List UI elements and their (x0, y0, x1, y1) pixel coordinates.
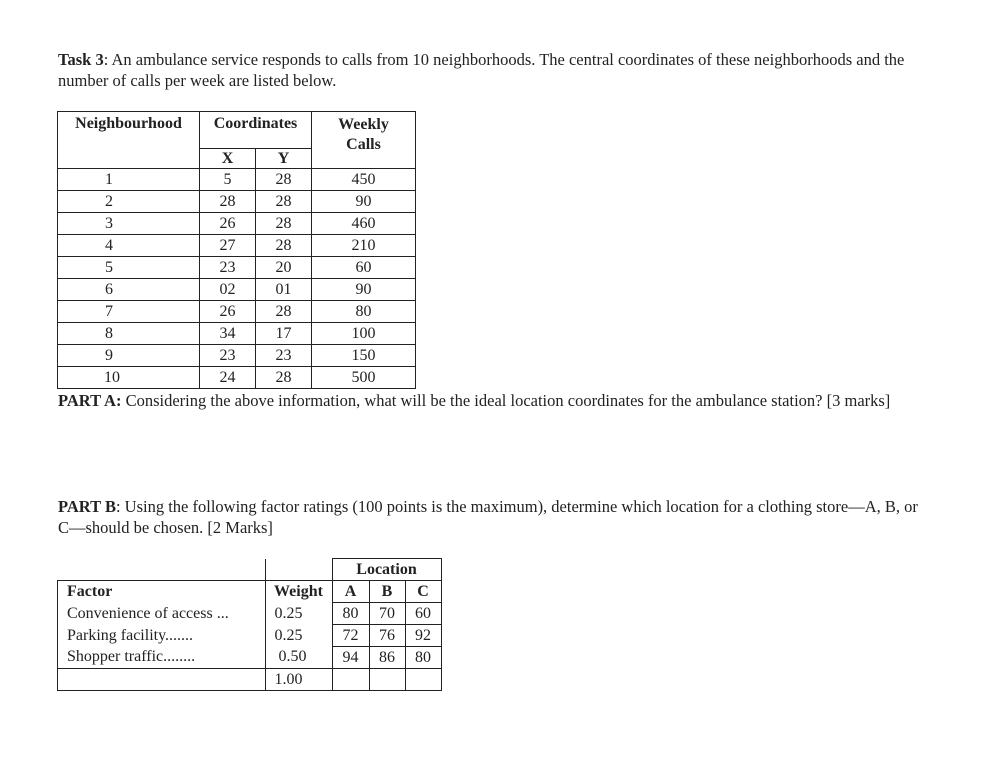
cell-c: 92 (405, 625, 441, 647)
table-row (58, 345, 416, 367)
empty-a-total (332, 669, 369, 691)
cell-x: 34 (200, 323, 256, 345)
cell-neighbourhood: 1 (58, 169, 200, 191)
header-location: Location (332, 559, 441, 581)
cell-x: 26 (200, 213, 256, 235)
header-weekly: Weekly (338, 116, 389, 133)
cell-x: 27 (200, 235, 256, 257)
empty-corner (58, 559, 266, 581)
cell-y: 28 (256, 169, 312, 191)
empty-c-total (405, 669, 441, 691)
header-c: C (405, 581, 441, 603)
table-row (58, 625, 442, 647)
factor-rating-table (57, 558, 442, 691)
table-row (58, 169, 416, 191)
table-row (58, 235, 416, 257)
cell-calls: 90 (312, 279, 416, 301)
cell-y: 28 (256, 235, 312, 257)
task3-label: Task 3 (58, 50, 104, 69)
part-b-label: PART B (58, 497, 116, 516)
cell-calls: 150 (312, 345, 416, 367)
empty-weight-top (265, 559, 332, 581)
task3-paragraph (58, 49, 938, 91)
header-coordinates: Coordinates (200, 112, 312, 149)
table-row (58, 603, 442, 625)
cell-neighbourhood: 8 (58, 323, 200, 345)
cell-y: 20 (256, 257, 312, 279)
cell-neighbourhood: 7 (58, 301, 200, 323)
cell-x: 26 (200, 301, 256, 323)
header-calls: Calls (346, 136, 381, 153)
cell-calls: 460 (312, 213, 416, 235)
cell-weight: 0.50 (265, 647, 332, 669)
cell-c: 80 (405, 647, 441, 669)
table-row (58, 367, 416, 389)
header-b: B (369, 581, 405, 603)
cell-neighbourhood: 5 (58, 257, 200, 279)
cell-calls: 100 (312, 323, 416, 345)
cell-calls: 450 (312, 169, 416, 191)
cell-neighbourhood: 10 (58, 367, 200, 389)
cell-neighbourhood: 3 (58, 213, 200, 235)
cell-factor: Convenience of access ... (58, 603, 266, 625)
cell-neighbourhood: 4 (58, 235, 200, 257)
header-y: Y (256, 149, 312, 169)
part-b-text: : Using the following factor ratings (100 points is the maximum), determine which location for a clothing store—A, B, or C—should be chosen. [2 Marks] (58, 497, 918, 537)
cell-calls: 500 (312, 367, 416, 389)
header-weekly-calls (312, 112, 416, 169)
empty-factor-total (58, 669, 266, 691)
cell-y: 23 (256, 345, 312, 367)
cell-calls: 210 (312, 235, 416, 257)
part-a-label: PART A: (58, 391, 122, 410)
cell-b: 76 (369, 625, 405, 647)
cell-a: 72 (332, 625, 369, 647)
cell-factor: Shopper traffic........ (58, 647, 266, 669)
cell-x: 23 (200, 257, 256, 279)
header-neighbourhood: Neighbourhood (58, 112, 200, 169)
cell-weight: 0.25 (265, 625, 332, 647)
cell-neighbourhood: 9 (58, 345, 200, 367)
task3-text: : An ambulance service responds to calls from 10 neighborhoods. The central coordinates of these neighborhoods and the number of calls per week are listed below. (58, 50, 905, 90)
cell-weight-total: 1.00 (265, 669, 332, 691)
cell-neighbourhood: 6 (58, 279, 200, 301)
cell-calls: 60 (312, 257, 416, 279)
header-a: A (332, 581, 369, 603)
cell-y: 28 (256, 213, 312, 235)
part-a-text: Considering the above information, what will be the ideal location coordinates for the ambulance station? [3 marks] (121, 391, 891, 410)
cell-x: 24 (200, 367, 256, 389)
neighbourhood-table (57, 111, 416, 389)
cell-a: 94 (332, 647, 369, 669)
cell-calls: 90 (312, 191, 416, 213)
cell-y: 28 (256, 191, 312, 213)
table-row (58, 669, 442, 691)
table-row (58, 213, 416, 235)
table-row (58, 191, 416, 213)
header-x: X (200, 149, 256, 169)
table-row (58, 323, 416, 345)
part-b-paragraph (58, 496, 928, 538)
empty-b-total (369, 669, 405, 691)
cell-x: 23 (200, 345, 256, 367)
cell-factor: Parking facility....... (58, 625, 266, 647)
table-row (58, 257, 416, 279)
table-row (58, 647, 442, 669)
cell-x: 28 (200, 191, 256, 213)
cell-y: 17 (256, 323, 312, 345)
cell-b: 86 (369, 647, 405, 669)
table-row (58, 301, 416, 323)
cell-x: 5 (200, 169, 256, 191)
cell-y: 01 (256, 279, 312, 301)
cell-c: 60 (405, 603, 441, 625)
header-factor: Factor (58, 581, 266, 603)
cell-neighbourhood: 2 (58, 191, 200, 213)
table-row (58, 279, 416, 301)
part-a-paragraph (58, 390, 938, 411)
cell-y: 28 (256, 301, 312, 323)
header-weight: Weight (265, 581, 332, 603)
cell-x: 02 (200, 279, 256, 301)
cell-b: 70 (369, 603, 405, 625)
cell-calls: 80 (312, 301, 416, 323)
cell-y: 28 (256, 367, 312, 389)
cell-weight: 0.25 (265, 603, 332, 625)
cell-a: 80 (332, 603, 369, 625)
